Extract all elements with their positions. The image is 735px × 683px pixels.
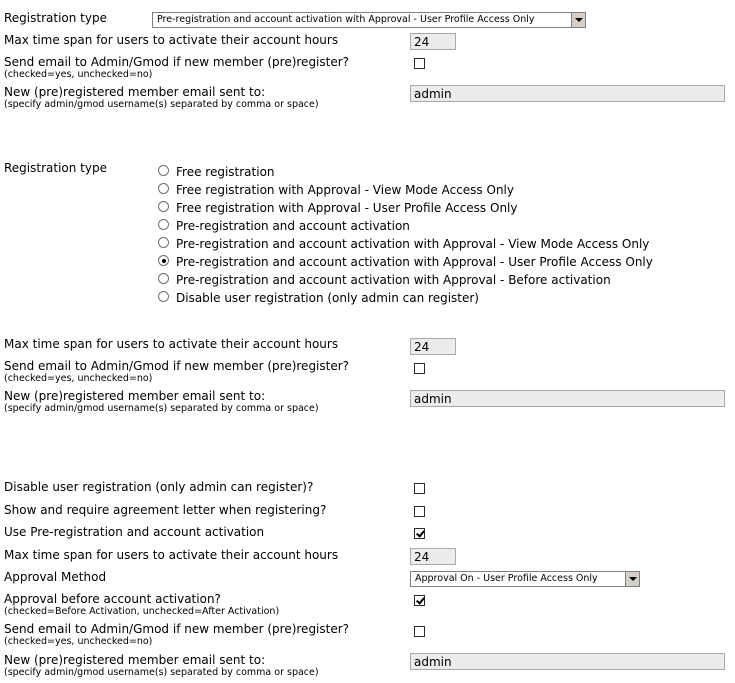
- registration-type-label: Registration type: [4, 11, 107, 25]
- registration-type-select[interactable]: [152, 12, 586, 28]
- chevron-down-icon[interactable]: [625, 572, 639, 586]
- max-time-input[interactable]: 24: [410, 33, 456, 50]
- member-email-input[interactable]: admin: [410, 653, 725, 670]
- chevron-down-icon[interactable]: [571, 13, 585, 27]
- radio-label: Free registration with Approval - User Profile Access Only: [176, 201, 518, 215]
- member-email-label: New (pre)registered member email sent to:: [4, 653, 266, 667]
- radio-label: Pre-registration and account activation with Approval - View Mode Access Only: [176, 237, 650, 251]
- radio-label: Free registration with Approval - View Mode Access Only: [176, 183, 514, 197]
- send-email-label: Send email to Admin/Gmod if new member (pre)register?: [4, 622, 350, 636]
- radio-prereg-approval-profile[interactable]: [158, 255, 169, 266]
- radio-free-registration[interactable]: [158, 165, 169, 176]
- approval-before-label: Approval before account activation?: [4, 592, 221, 606]
- max-time-label: Max time span for users to activate their account hours: [4, 33, 339, 47]
- approval-before-hint: (checked=Before Activation, unchecked=After Activation): [4, 606, 280, 617]
- max-time-label: Max time span for users to activate their account hours: [4, 337, 339, 351]
- registration-type-selected-value: Pre-registration and account activation with Approval - User Profile Access Only: [157, 14, 535, 25]
- send-email-hint: (checked=yes, unchecked=no): [4, 636, 153, 647]
- send-email-checkbox[interactable]: [414, 626, 425, 637]
- member-email-label: New (pre)registered member email sent to:: [4, 85, 266, 99]
- send-email-hint: (checked=yes, unchecked=no): [4, 69, 153, 80]
- send-email-hint: (checked=yes, unchecked=no): [4, 373, 153, 384]
- radio-label: Free registration: [176, 165, 275, 179]
- approval-method-label: Approval Method: [4, 570, 107, 584]
- agreement-checkbox[interactable]: [414, 506, 425, 517]
- radio-free-approval-profile[interactable]: [158, 201, 169, 212]
- max-time-input[interactable]: 24: [410, 548, 456, 565]
- disable-registration-checkbox[interactable]: [414, 483, 425, 494]
- member-email-input[interactable]: admin: [410, 390, 725, 407]
- agreement-label: Show and require agreement letter when registering?: [4, 503, 327, 517]
- member-email-label: New (pre)registered member email sent to:: [4, 389, 266, 403]
- registration-type-label: Registration type: [4, 161, 107, 175]
- send-email-label: Send email to Admin/Gmod if new member (pre)register?: [4, 55, 350, 69]
- send-email-checkbox[interactable]: [414, 363, 425, 374]
- member-email-hint: (specify admin/gmod username(s) separated by comma or space): [4, 99, 319, 110]
- radio-prereg-approval-before[interactable]: [158, 273, 169, 284]
- radio-prereg-approval-view[interactable]: [158, 237, 169, 248]
- use-preregistration-checkbox[interactable]: [414, 528, 425, 539]
- disable-registration-label: Disable user registration (only admin can register)?: [4, 480, 314, 494]
- radio-preregistration[interactable]: [158, 219, 169, 230]
- approval-before-checkbox[interactable]: [414, 595, 425, 606]
- max-time-input[interactable]: 24: [410, 338, 456, 355]
- radio-disable-registration[interactable]: [158, 291, 169, 302]
- radio-label: Disable user registration (only admin can register): [176, 291, 479, 305]
- radio-label: Pre-registration and account activation with Approval - Before activation: [176, 273, 611, 287]
- member-email-input[interactable]: admin: [410, 85, 725, 102]
- send-email-label: Send email to Admin/Gmod if new member (pre)register?: [4, 359, 350, 373]
- member-email-hint: (specify admin/gmod username(s) separated by comma or space): [4, 667, 319, 678]
- radio-label: Pre-registration and account activation: [176, 219, 410, 233]
- use-preregistration-label: Use Pre-registration and account activation: [4, 525, 265, 539]
- approval-method-selected-value: Approval On - User Profile Access Only: [415, 573, 598, 584]
- member-email-hint: (specify admin/gmod username(s) separated by comma or space): [4, 403, 319, 414]
- radio-label: Pre-registration and account activation with Approval - User Profile Access Only: [176, 255, 653, 269]
- radio-free-approval-view[interactable]: [158, 183, 169, 194]
- max-time-label: Max time span for users to activate their account hours: [4, 548, 339, 562]
- approval-method-select[interactable]: [410, 571, 640, 587]
- send-email-checkbox[interactable]: [414, 58, 425, 69]
